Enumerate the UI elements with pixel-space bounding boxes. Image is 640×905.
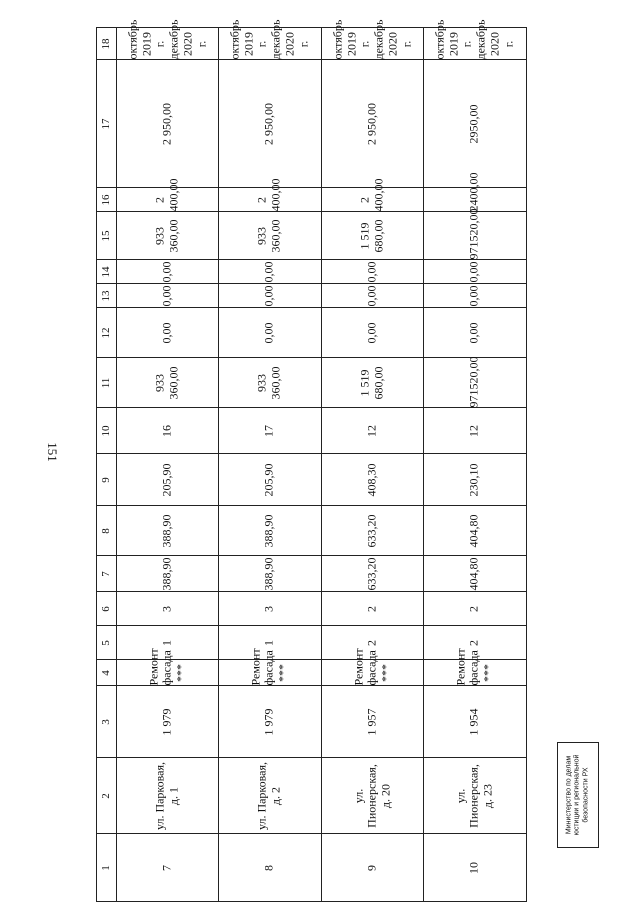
table-cell: 1 979 [219, 686, 322, 758]
table-cell: 388,90 [219, 556, 322, 592]
stamp-text: Министерство по делам юстиции и региональной безопасности РХ [565, 754, 590, 836]
table-cell: 9 [322, 834, 425, 902]
column-number: 12 [97, 308, 117, 358]
column-number: 2 [97, 758, 117, 834]
table-cell: 0,00 [424, 260, 527, 284]
column-number: 15 [97, 212, 117, 260]
table-cell: 388,90 [219, 506, 322, 556]
table-cell: 2 400,00 [117, 188, 220, 212]
table-cell: 0,00 [219, 260, 322, 284]
table-cell: 2400,00 [424, 188, 527, 212]
table-row [424, 28, 527, 902]
column-number: 16 [97, 188, 117, 212]
table-cell: 2 [322, 626, 425, 660]
table-cell: 1 954 [424, 686, 527, 758]
table-cell: 0,00 [117, 260, 220, 284]
table-cell: 0,00 [322, 260, 425, 284]
column-number: 10 [97, 408, 117, 454]
table-cell: октябрь 2019 г. декабрь 2020 г. [424, 28, 527, 60]
column-number: 9 [97, 454, 117, 506]
table-cell: октябрь 2019 г. декабрь 2020 г. [219, 28, 322, 60]
table-cell: 971520,00 [424, 358, 527, 408]
table-cell: 2 400,00 [219, 188, 322, 212]
table-cell: 0,00 [424, 284, 527, 308]
table-cell: ул. Пионерская, д. 20 [322, 758, 425, 834]
column-number: 4 [97, 660, 117, 686]
table-cell: 0,00 [424, 308, 527, 358]
table-cell: ул. Пионерская, д. 23 [424, 758, 527, 834]
table-cell: 2 [424, 592, 527, 626]
column-number: 7 [97, 556, 117, 592]
header-row [97, 28, 117, 902]
column-number: 5 [97, 626, 117, 660]
column-number: 3 [97, 686, 117, 758]
table-cell: 933 360,00 [117, 358, 220, 408]
table-cell: 2 950,00 [322, 60, 425, 188]
table-cell: 0,00 [219, 284, 322, 308]
table-cell: 1 519 680,00 [322, 212, 425, 260]
table-cell: 3 [117, 592, 220, 626]
table-cell: 388,90 [117, 506, 220, 556]
table-cell: ул. Парковая, д. 1 [117, 758, 220, 834]
table-cell: 2 950,00 [117, 60, 220, 188]
table-cell: 1 957 [322, 686, 425, 758]
table-cell: 205,90 [117, 454, 220, 506]
repair-table [96, 19, 527, 902]
table-row [117, 28, 220, 902]
document-table-wrapper [96, 19, 527, 874]
column-number: 8 [97, 506, 117, 556]
column-number: 13 [97, 284, 117, 308]
table-cell: 1 [219, 626, 322, 660]
table-cell: 2 950,00 [219, 60, 322, 188]
column-number: 14 [97, 260, 117, 284]
table-cell: 205,90 [219, 454, 322, 506]
table-cell: 2 [322, 592, 425, 626]
table-cell: Ремонт фасада *** [117, 660, 220, 686]
page-number: 151 [44, 442, 60, 462]
column-number: 18 [97, 28, 117, 60]
table-cell: 388,90 [117, 556, 220, 592]
table-cell: 2950,00 [424, 60, 527, 188]
table-cell: Ремонт фасада *** [424, 660, 527, 686]
column-number: 1 [97, 834, 117, 902]
table-cell: Ремонт фасада *** [322, 660, 425, 686]
column-number: 6 [97, 592, 117, 626]
table-cell: 971520,00 [424, 212, 527, 260]
table-cell: 8 [219, 834, 322, 902]
table-cell: октябрь 2019 г. декабрь 2020 г. [117, 28, 220, 60]
table-cell: 10 [424, 834, 527, 902]
table-cell: 17 [219, 408, 322, 454]
table-cell: 933 360,00 [219, 212, 322, 260]
table-cell: 0,00 [322, 308, 425, 358]
table-cell: 404,80 [424, 506, 527, 556]
table-cell: 404,80 [424, 556, 527, 592]
table-cell: 933 360,00 [117, 212, 220, 260]
table-cell: 3 [219, 592, 322, 626]
table-cell: 408,30 [322, 454, 425, 506]
table-cell: 1 979 [117, 686, 220, 758]
table-row [219, 28, 322, 902]
table-cell: 230,10 [424, 454, 527, 506]
table-cell: Ремонт фасада *** [219, 660, 322, 686]
table-cell: 633,20 [322, 506, 425, 556]
table-cell: 12 [424, 408, 527, 454]
table-cell: 2 [424, 626, 527, 660]
table-cell: 2 400,00 [322, 188, 425, 212]
table-cell: 7 [117, 834, 220, 902]
table-cell: 1 519 680,00 [322, 358, 425, 408]
table-cell: ул. Парковая, д. 2 [219, 758, 322, 834]
column-number: 11 [97, 358, 117, 408]
registration-stamp [557, 742, 599, 848]
table-cell: 0,00 [219, 308, 322, 358]
table-cell: 0,00 [117, 308, 220, 358]
column-number: 17 [97, 60, 117, 188]
table-cell: 16 [117, 408, 220, 454]
table-cell: 0,00 [117, 284, 220, 308]
table-cell: 0,00 [322, 284, 425, 308]
table-cell: октябрь 2019 г. декабрь 2020 г. [322, 28, 425, 60]
table-cell: 633,20 [322, 556, 425, 592]
table-row [322, 28, 425, 902]
table-cell: 933 360,00 [219, 358, 322, 408]
table-cell: 12 [322, 408, 425, 454]
table-cell: 1 [117, 626, 220, 660]
